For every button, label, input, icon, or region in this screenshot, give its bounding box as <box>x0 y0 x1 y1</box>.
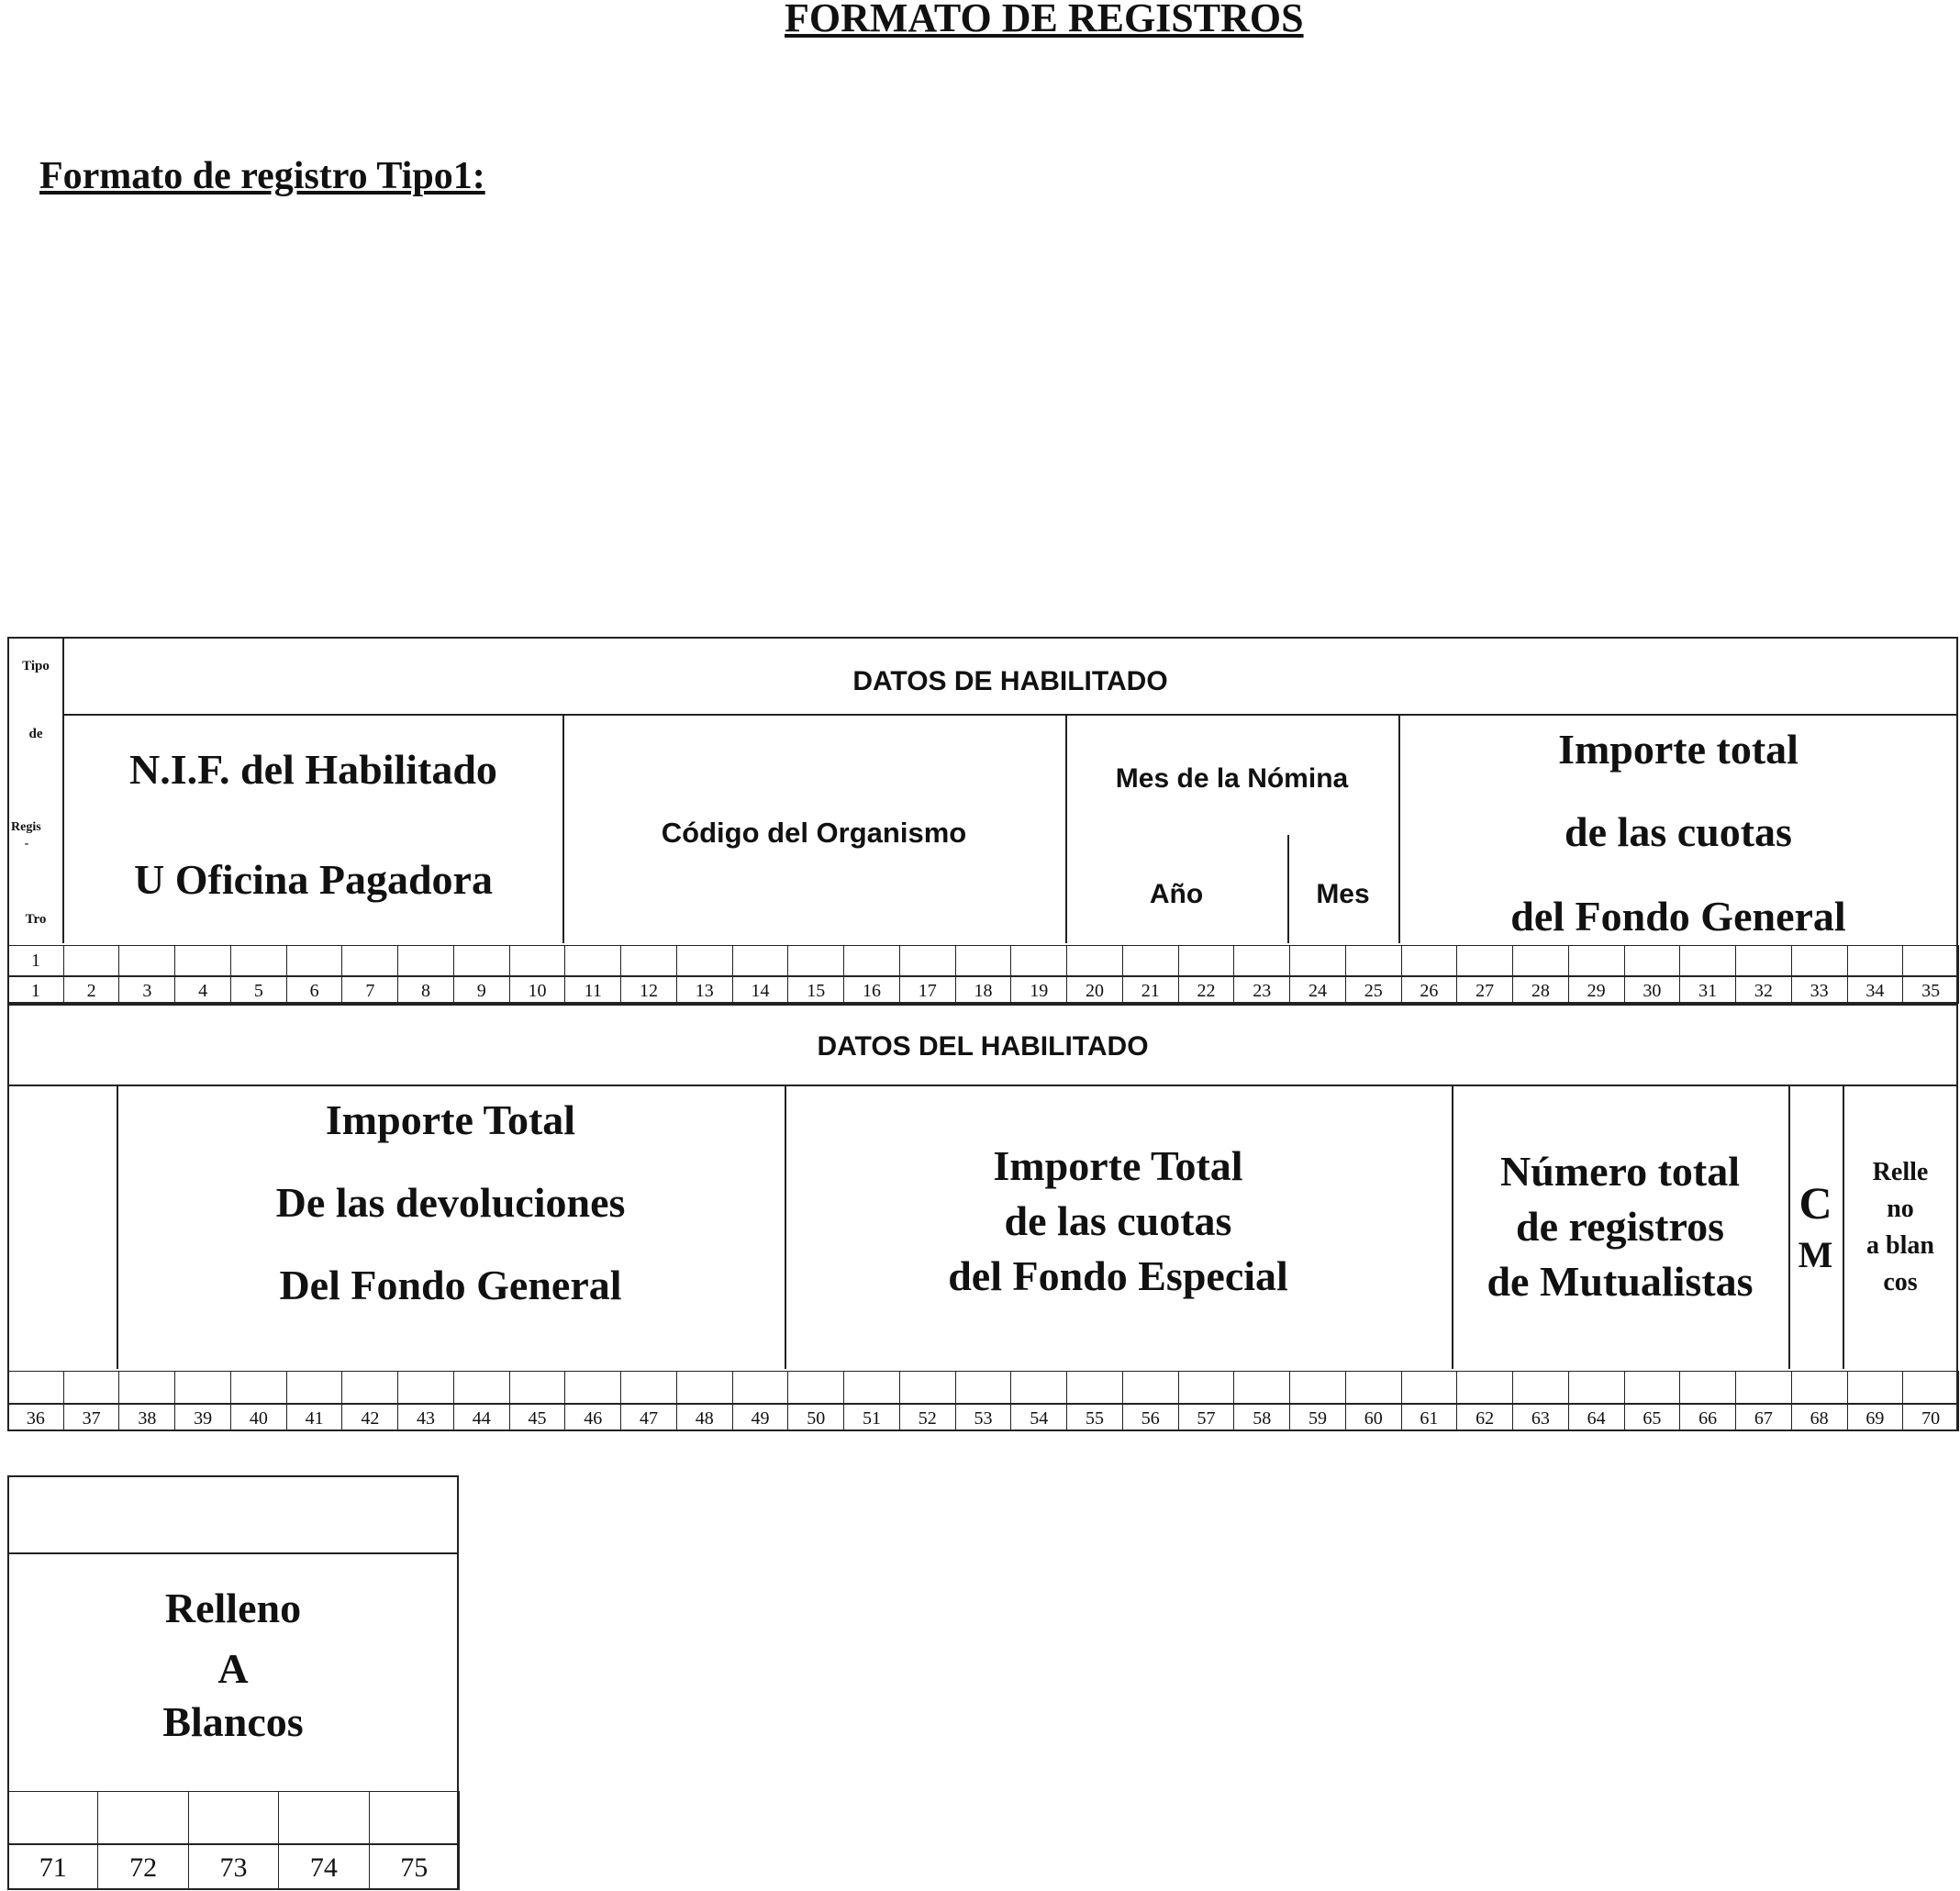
page-title: FORMATO DE REGISTROS <box>785 0 1304 40</box>
blank-field-cell <box>1122 1371 1179 1404</box>
importe-total-line1: Importe total <box>1558 726 1799 773</box>
relleno-blancos-line4: cos <box>1883 1268 1918 1296</box>
cm-line2: M <box>1798 1234 1833 1275</box>
blank-cells-row <box>7 945 1958 976</box>
blank-field-cell <box>63 1371 120 1404</box>
blank-field-cell <box>1289 945 1346 976</box>
blank-field-cell <box>843 1371 900 1404</box>
position-number-cell: 71 <box>7 1844 98 1890</box>
position-number-cell: 54 <box>1010 1404 1067 1431</box>
blank-field-cell <box>564 1371 621 1404</box>
position-numbers-row-3 <box>7 1844 459 1890</box>
position-number-cell: 43 <box>397 1404 454 1431</box>
blank-field-cell <box>278 1791 369 1844</box>
position-number-cell: 24 <box>1289 976 1346 1004</box>
blank-field-cell <box>1178 945 1235 976</box>
blank-field-cell <box>453 945 510 976</box>
position-number-cell: 10 <box>509 976 566 1004</box>
blank-field-cell <box>509 945 566 976</box>
position-number-cell: 44 <box>453 1404 510 1431</box>
blank-field-cell <box>1679 1371 1736 1404</box>
blank-field-cell <box>1791 945 1848 976</box>
mes-label: Mes <box>1316 879 1370 909</box>
blank-field-cell <box>1512 1371 1569 1404</box>
relleno-line1: Relleno <box>164 1585 302 1631</box>
blank-field-cell <box>564 945 621 976</box>
tipo-label-3: Regis <box>11 820 41 834</box>
position-number-cell: 16 <box>843 976 900 1004</box>
blank-field-cell <box>1735 1371 1792 1404</box>
blank-field-cell <box>369 1791 460 1844</box>
blank-field-cell <box>955 945 1012 976</box>
position-number-cell: 13 <box>676 976 733 1004</box>
relleno-line2: A <box>217 1645 249 1692</box>
position-number-cell: 32 <box>1735 976 1792 1004</box>
importe-total-line3: del Fondo General <box>1510 893 1846 940</box>
position-numbers-row-2 <box>7 1404 1958 1431</box>
blank-field-cell <box>1345 1371 1402 1404</box>
blank-field-cell <box>1345 945 1402 976</box>
blank-field-cell <box>1233 1371 1290 1404</box>
position-number-cell: 15 <box>787 976 844 1004</box>
blank-field-cell <box>1568 1371 1625 1404</box>
position-number-cell: 68 <box>1791 1404 1848 1431</box>
blank-field-cell <box>620 945 677 976</box>
position-number-cell: 7 <box>341 976 398 1004</box>
position-number-cell: 37 <box>63 1404 120 1431</box>
relleno-blancos-line2: no <box>1887 1195 1914 1223</box>
position-number-cell: 35 <box>1902 976 1959 1004</box>
position-number-cell: 31 <box>1679 976 1736 1004</box>
blank-field-cell <box>1735 945 1792 976</box>
section-header-datos-de-habilitado: DATOS DE HABILITADO <box>852 666 1168 696</box>
fondo-especial-line2: de las cuotas <box>1004 1197 1232 1244</box>
position-number-cell: 2 <box>63 976 120 1004</box>
position-number-cell: 75 <box>369 1844 460 1890</box>
position-number-cell: 8 <box>397 976 454 1004</box>
codigo-organismo-label: Código del Organismo <box>661 817 967 849</box>
tipo-label-4: - <box>24 837 29 851</box>
tipo-label-1: Tipo <box>22 659 50 673</box>
position-number-cell: 29 <box>1568 976 1625 1004</box>
position-number-cell: 53 <box>955 1404 1012 1431</box>
position-number-cell: 21 <box>1122 976 1179 1004</box>
blank-field-cell <box>1902 1371 1959 1404</box>
blank-field-cell <box>1624 1371 1681 1404</box>
position-number-cell: 62 <box>1456 1404 1513 1431</box>
position-number-cell: 48 <box>676 1404 733 1431</box>
position-number-cell: 22 <box>1178 976 1235 1004</box>
nif-label-line1: N.I.F. del Habilitado <box>129 746 497 793</box>
mutualistas-line2: de registros <box>1516 1203 1724 1250</box>
position-number-cell: 40 <box>230 1404 287 1431</box>
blank-field-cell <box>620 1371 677 1404</box>
blank-field-cell <box>397 1371 454 1404</box>
position-number-cell: 72 <box>97 1844 188 1890</box>
relleno-line3: Blancos <box>162 1698 304 1745</box>
blank-field-cell <box>1847 945 1904 976</box>
blank-field-cell <box>1512 945 1569 976</box>
position-number-cell: 45 <box>509 1404 566 1431</box>
blank-field-cell <box>188 1791 279 1844</box>
blank-field-cell <box>1401 1371 1458 1404</box>
position-number-cell: 69 <box>1847 1404 1904 1431</box>
devoluciones-line3: Del Fondo General <box>279 1262 622 1308</box>
position-number-cell: 27 <box>1456 976 1513 1004</box>
position-number-cell: 59 <box>1289 1404 1346 1431</box>
position-number-cell: 12 <box>620 976 677 1004</box>
position-number-cell: 34 <box>1847 976 1904 1004</box>
blank-field-cell <box>1568 945 1625 976</box>
devoluciones-line1: Importe Total <box>325 1096 576 1143</box>
position-number-cell: 33 <box>1791 976 1848 1004</box>
position-number-cell: 74 <box>278 1844 369 1890</box>
blank-field-cell <box>174 1371 231 1404</box>
position-number-cell: 39 <box>174 1404 231 1431</box>
blank-field-cell <box>1233 945 1290 976</box>
tipo-label-5: Tro <box>25 912 47 927</box>
blank-field-cell <box>453 1371 510 1404</box>
blank-field-cell <box>1122 945 1179 976</box>
position-number-cell: 9 <box>453 976 510 1004</box>
blank-field-cell <box>1791 1371 1848 1404</box>
position-number-cell: 26 <box>1401 976 1458 1004</box>
position-number-cell: 64 <box>1568 1404 1625 1431</box>
position-number-cell: 20 <box>1066 976 1123 1004</box>
blank-field-cell <box>787 945 844 976</box>
blank-field-cell <box>787 1371 844 1404</box>
blank-field-cell <box>97 1791 188 1844</box>
position-number-cell: 17 <box>899 976 956 1004</box>
blank-field-cell <box>843 945 900 976</box>
position-number-cell: 6 <box>286 976 343 1004</box>
blank-field-cell <box>1010 945 1067 976</box>
position-number-cell: 66 <box>1679 1404 1736 1431</box>
blank-field-cell <box>1624 945 1681 976</box>
position-number-cell: 18 <box>955 976 1012 1004</box>
cm-line1: C <box>1799 1177 1832 1229</box>
position-number-cell: 28 <box>1512 976 1569 1004</box>
blank-field-cell <box>118 1371 175 1404</box>
mutualistas-line3: de Mutualistas <box>1487 1258 1754 1305</box>
blank-field-cell <box>899 945 956 976</box>
tipo-label-2: de <box>28 727 43 741</box>
blank-field-cell <box>1289 1371 1346 1404</box>
blank-field-cell <box>1010 1371 1067 1404</box>
section-header-datos-del-habilitado: DATOS DEL HABILITADO <box>817 1031 1149 1062</box>
position-number-cell: 14 <box>732 976 789 1004</box>
position-number-cell: 23 <box>1233 976 1290 1004</box>
position-number-cell: 63 <box>1512 1404 1569 1431</box>
blank-field-cell <box>286 1371 343 1404</box>
position-number-cell: 65 <box>1624 1404 1681 1431</box>
blank-field-cell <box>230 1371 287 1404</box>
relleno-blancos-line3: a blan <box>1866 1231 1934 1260</box>
blank-field-cell <box>899 1371 956 1404</box>
position-number-cell: 61 <box>1401 1404 1458 1431</box>
blank-field-cell <box>341 945 398 976</box>
position-number-cell: 38 <box>118 1404 175 1431</box>
blank-field-cell <box>676 945 733 976</box>
position-number-cell: 55 <box>1066 1404 1123 1431</box>
blank-cells-row-3 <box>7 1791 459 1844</box>
position-number-cell: 58 <box>1233 1404 1290 1431</box>
blank-field-cell <box>732 945 789 976</box>
blank-field-cell <box>63 945 120 976</box>
blank-field-cell <box>1456 1371 1513 1404</box>
fondo-especial-line3: del Fondo Especial <box>948 1252 1288 1299</box>
position-number-cell: 47 <box>620 1404 677 1431</box>
position-number-cell: 56 <box>1122 1404 1179 1431</box>
position-number-cell: 60 <box>1345 1404 1402 1431</box>
blank-field-cell <box>1066 945 1123 976</box>
position-number-cell: 19 <box>1010 976 1067 1004</box>
blank-field-cell <box>509 1371 566 1404</box>
blank-field-cell <box>1456 945 1513 976</box>
blank-field-cell <box>1902 945 1959 976</box>
position-number-cell: 52 <box>899 1404 956 1431</box>
record-type-heading: Formato de registro Tipo1: <box>39 155 485 197</box>
importe-total-line2: de las cuotas <box>1565 808 1792 855</box>
blank-field-cell <box>397 945 454 976</box>
position-numbers-row <box>7 976 1958 1004</box>
position-number-cell: 67 <box>1735 1404 1792 1431</box>
blank-field-cell <box>118 945 175 976</box>
blank-field-cell <box>1066 1371 1123 1404</box>
devoluciones-line2: De las devoluciones <box>275 1179 626 1226</box>
position-number-cell: 50 <box>787 1404 844 1431</box>
relleno-blancos-line1: Relle <box>1872 1158 1929 1186</box>
nif-label-line2: U Oficina Pagadora <box>134 856 493 903</box>
position-number-cell: 4 <box>174 976 231 1004</box>
position-number-cell: 73 <box>188 1844 279 1890</box>
position-number-cell: 49 <box>732 1404 789 1431</box>
position-number-cell: 57 <box>1178 1404 1235 1431</box>
blank-field-cell <box>7 1371 64 1404</box>
position-number-cell: 25 <box>1345 976 1402 1004</box>
position-number-cell: 3 <box>118 976 175 1004</box>
blank-field-cell <box>1847 1371 1904 1404</box>
mes-nomina-label: Mes de la Nómina <box>1115 763 1349 794</box>
blank-field-cell <box>732 1371 789 1404</box>
position-number-cell: 11 <box>564 976 621 1004</box>
fondo-especial-line1: Importe Total <box>993 1142 1243 1189</box>
position-number-cell: 1 <box>7 976 64 1004</box>
position-number-cell: 51 <box>843 1404 900 1431</box>
position-number-cell: 41 <box>286 1404 343 1431</box>
blank-field-cell <box>341 1371 398 1404</box>
position-number-cell: 42 <box>341 1404 398 1431</box>
blank-field-cell <box>230 945 287 976</box>
position-number-cell: 70 <box>1902 1404 1959 1431</box>
blank-field-cell <box>955 1371 1012 1404</box>
blank-field-cell <box>1401 945 1458 976</box>
blank-field-cell <box>7 1791 98 1844</box>
blank-field-cell <box>286 945 343 976</box>
anio-label: Año <box>1149 879 1204 909</box>
blank-cells-row-2 <box>7 1371 1958 1404</box>
position-number-cell: 30 <box>1624 976 1681 1004</box>
blank-field-cell <box>1679 945 1736 976</box>
position-number-cell: 5 <box>230 976 287 1004</box>
blank-field-cell <box>1178 1371 1235 1404</box>
mutualistas-line1: Número total <box>1499 1148 1741 1195</box>
blank-field-cell <box>174 945 231 976</box>
blank-field-cell <box>676 1371 733 1404</box>
tipo-value: 1 <box>31 951 40 971</box>
position-number-cell: 46 <box>564 1404 621 1431</box>
position-number-cell: 36 <box>7 1404 64 1431</box>
